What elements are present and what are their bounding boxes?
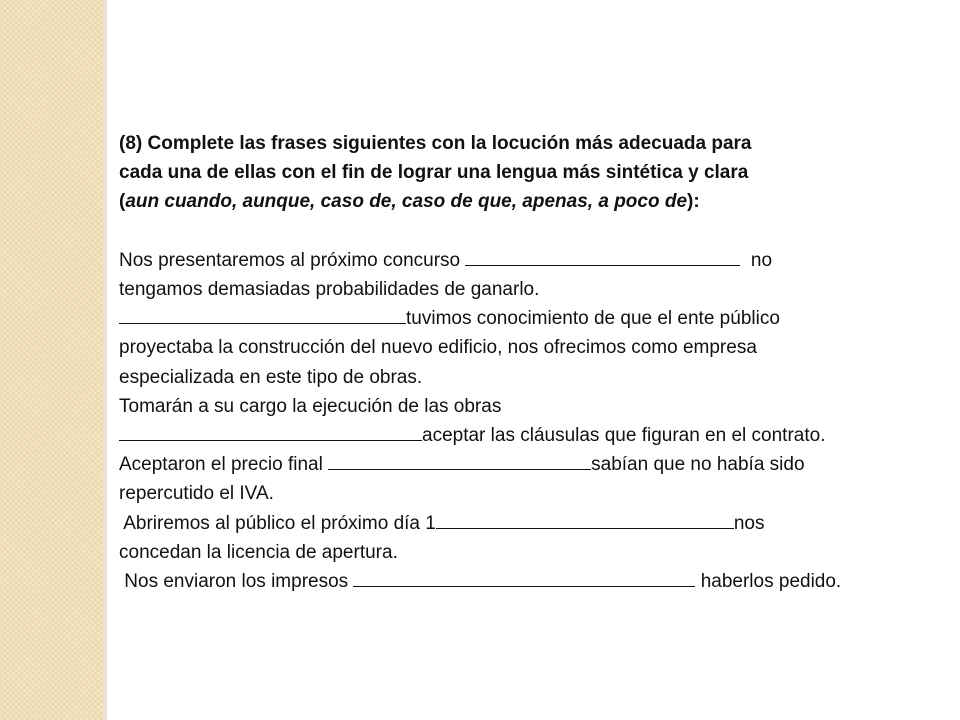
sentence-2-line-2: proyectaba la construcción del nuevo edificio, nos ofrecimos como empresa xyxy=(119,337,757,359)
sentence-1-line-2: tengamos demasiadas probabilidades de ganarlo. xyxy=(119,279,540,300)
sentence-6-text-b: haberlos pedido. xyxy=(695,571,842,593)
sentence-3-line-2 xyxy=(119,421,949,450)
sentence-3-line-1: Tomarán a su cargo la ejecución de las obras xyxy=(119,395,502,417)
decorative-side-strip xyxy=(0,0,103,720)
sentence-1-text-a: Nos presentaremos al próximo concurso xyxy=(119,249,466,271)
answer-blank-1[interactable] xyxy=(465,247,740,266)
sentence-1-line-1 xyxy=(119,246,949,275)
sentence-5-text-b: nos xyxy=(733,512,765,534)
options-open: ( xyxy=(119,191,126,213)
sentence-2-text-a: tuvimos conocimiento de que el ente público xyxy=(406,308,780,330)
options-list: aun cuando, aunque, caso de, caso de que, apenas, a poco de xyxy=(125,191,688,213)
exercise-title-line-1: (8) Complete las frases siguientes con la locución más adecuada para xyxy=(119,133,752,154)
answer-blank-4[interactable] xyxy=(328,451,591,470)
blank-line xyxy=(119,217,949,246)
sentence-1-text-b: no xyxy=(740,249,773,271)
answer-blank-6[interactable] xyxy=(353,568,695,587)
sentence-3-text-b: aceptar las cláusulas que figuran en el contrato. xyxy=(422,425,826,447)
sentence-4-line-2: repercutido el IVA. xyxy=(119,483,274,505)
answer-blank-3[interactable] xyxy=(119,422,422,441)
answer-blank-2[interactable] xyxy=(119,305,406,324)
sentence-5-line-2: concedan la licencia de apertura. xyxy=(119,541,398,563)
sentence-2-line-1 xyxy=(119,304,949,333)
sentence-4-line-1 xyxy=(119,450,949,479)
exercise-title-line-3 xyxy=(119,187,949,216)
sentence-4-text-b: sabían que no había sido xyxy=(591,454,805,476)
sentence-2-line-3: especializada en este tipo de obras. xyxy=(119,366,423,388)
answer-blank-5[interactable] xyxy=(436,510,734,529)
exercise-content xyxy=(119,129,949,596)
sentence-5-line-1 xyxy=(119,509,949,538)
decorative-side-edge xyxy=(103,0,107,720)
sentence-4-text-a: Aceptaron el precio final xyxy=(119,454,329,476)
options-close: ): xyxy=(687,191,700,213)
sentence-5-text-a: Abriremos al público el próximo día 1 xyxy=(119,512,436,534)
sentence-6-text-a: Nos enviaron los impresos xyxy=(119,571,354,593)
sentence-6-line-1 xyxy=(119,567,949,596)
exercise-title-line-2: cada una de ellas con el fin de lograr una lengua más sintética y clara xyxy=(119,162,749,184)
